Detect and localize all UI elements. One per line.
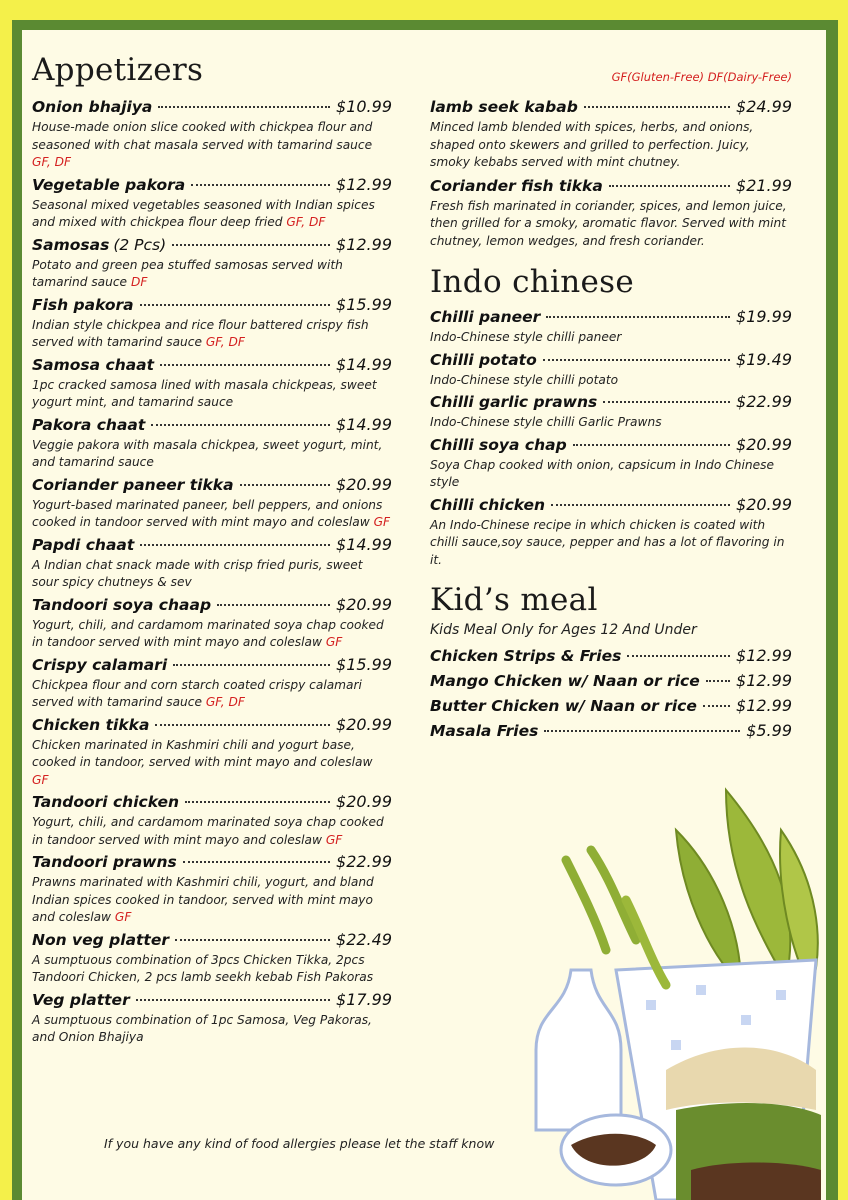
menu-item-header	[430, 671, 792, 691]
menu-item-header	[430, 97, 792, 117]
ice-cube	[741, 1015, 751, 1025]
menu-item	[430, 671, 792, 691]
item-price: $20.99	[736, 494, 792, 514]
item-name: Chicken Strips & Fries	[430, 647, 622, 665]
item-name: Tandoori prawns	[32, 853, 177, 871]
menu-item	[430, 696, 792, 716]
menu-item	[32, 415, 392, 472]
menu-item	[32, 852, 392, 927]
menu-item-header	[430, 350, 792, 370]
menu-item	[32, 792, 392, 849]
item-name: Chilli garlic prawns	[430, 393, 598, 411]
item-description-text: Indo-Chinese style chilli paneer	[430, 330, 622, 344]
item-description-text: An Indo-Chinese recipe in which chicken is coated with chilli sauce,soy sauce, pepper and has a lot of flavoring in it.	[430, 517, 785, 567]
item-description	[430, 517, 792, 570]
menu-item	[32, 175, 392, 232]
menu-item-header	[32, 97, 392, 117]
item-name: Samosa chaat	[32, 355, 155, 374]
item-name: Coriander fish tikka	[430, 176, 603, 195]
item-name: Coriander paneer tikka	[32, 475, 234, 494]
menu-item	[430, 646, 792, 666]
item-description-text: Indian style chickpea and rice flour battered crispy fish served with tamarind sauce	[32, 317, 369, 349]
item-name: Tandoori soya chaap	[32, 595, 212, 614]
menu-item-header	[32, 595, 392, 615]
item-price: $22.99	[736, 392, 792, 411]
item-description	[32, 737, 392, 790]
kids-meal-section	[430, 622, 792, 746]
menu-item	[32, 295, 392, 352]
dot-leader	[609, 185, 730, 187]
kids-meal-list	[430, 646, 792, 741]
item-price: $12.99	[736, 696, 792, 715]
item-price: $21.99	[736, 175, 792, 195]
dot-leader	[703, 705, 730, 707]
menu-item	[32, 97, 392, 172]
menu-item-header	[430, 435, 792, 455]
dot-leader	[573, 444, 730, 446]
menu-item-header	[32, 715, 392, 735]
item-price: $15.99	[336, 294, 392, 314]
item-description	[430, 457, 792, 492]
item-description	[32, 557, 392, 592]
menu-item-header	[32, 415, 392, 435]
dot-leader	[183, 861, 330, 863]
dot-leader	[543, 359, 730, 361]
leaf-shape	[676, 830, 741, 985]
dietary-tags: GF	[325, 832, 343, 847]
item-description-text: A Indian chat snack made with crisp fried puris, sweet sour spicy chutneys & sev	[32, 557, 363, 589]
item-description	[32, 617, 392, 652]
menu-item	[32, 655, 392, 712]
menu-item	[32, 235, 392, 292]
dot-leader	[140, 304, 330, 306]
menu-item-header	[430, 307, 792, 327]
item-name: Papdi chaat	[32, 535, 135, 554]
dot-leader	[140, 544, 330, 546]
item-name: Chilli chicken	[430, 495, 546, 514]
appetizers-list	[32, 97, 392, 1050]
menu-item-header	[32, 852, 392, 872]
dot-leader	[155, 724, 330, 726]
item-price: $24.99	[736, 97, 792, 116]
dot-leader	[191, 184, 330, 186]
indo-chinese-heading: Indo chinese	[430, 264, 634, 300]
item-description-text: House-made onion slice cooked with chickpea flour and seasoned with chat masala served with tamarind sauce	[32, 120, 373, 152]
item-price: $10.99	[336, 97, 392, 116]
dot-leader	[706, 680, 730, 682]
menu-item	[430, 176, 792, 251]
item-price: $22.49	[336, 929, 392, 949]
ice-cube	[696, 985, 706, 995]
item-price: $20.99	[736, 434, 792, 454]
dot-leader	[173, 664, 330, 666]
item-price: $20.99	[336, 792, 392, 811]
ice-cube	[671, 1040, 681, 1050]
item-description	[430, 329, 792, 347]
menu-item-header	[32, 990, 392, 1010]
item-description	[430, 198, 792, 251]
dietary-tags: GF	[373, 515, 391, 529]
item-description	[32, 1012, 392, 1047]
item-description-text: Fresh fish marinated in coriander, spices, and lemon juice, then grilled for a smoky, aromatic flavor. Served with mint chutney, lemon wedges, and fresh coriander.	[430, 198, 787, 248]
menu-item	[32, 715, 392, 790]
dot-leader	[151, 424, 330, 426]
item-name: Butter Chicken w/ Naan or rice	[430, 697, 697, 715]
menu-item-header	[32, 930, 392, 950]
menu-item-header	[32, 655, 392, 675]
dot-leader	[172, 244, 330, 246]
kids-meal-heading: Kid’s meal	[430, 582, 598, 618]
item-price: $14.99	[336, 534, 392, 554]
item-price: $19.49	[736, 349, 792, 369]
menu-item-header	[32, 535, 392, 555]
menu-item-header	[32, 792, 392, 812]
item-description-text: Prawns marinated with Kashmiri chili, yogurt, and bland Indian spices cooked in tandoor, served with mint mayo and coleslaw	[32, 875, 374, 924]
item-name: Chilli soya chap	[430, 435, 567, 454]
bottle-shape	[536, 970, 621, 1130]
item-price: $20.99	[336, 714, 392, 734]
dietary-tags: GF, DF	[205, 695, 245, 709]
item-price: $20.99	[336, 474, 392, 494]
item-description	[32, 677, 392, 712]
dietary-tags: GF	[32, 772, 49, 787]
menu-item	[32, 475, 392, 532]
item-description	[430, 414, 792, 432]
menu-item-header	[32, 475, 392, 495]
appetizers-heading: Appetizers	[32, 52, 204, 88]
item-description-text: Minced lamb blended with spices, herbs, and onions, shaped onto skewers and grilled to perfection. Juicy, smoky kebabs served with mint chutney.	[430, 120, 754, 169]
kids-meal-subtitle: Kids Meal Only for Ages 12 And Under	[430, 622, 697, 638]
menu-item	[430, 435, 792, 492]
food-illustration	[526, 770, 826, 1200]
item-price: $20.99	[336, 594, 392, 614]
menu-item	[430, 495, 792, 570]
ice-cube	[776, 990, 786, 1000]
item-name: Fish pakora	[32, 295, 134, 314]
item-price: $12.99	[736, 646, 792, 665]
menu-item	[430, 97, 792, 172]
item-price: $19.99	[736, 307, 792, 326]
dietary-tags: GF, DF	[205, 335, 245, 349]
item-name: Onion bhajiya	[32, 98, 153, 116]
dietary-tags: GF, DF	[32, 155, 72, 169]
item-description	[430, 119, 792, 172]
menu-item	[32, 990, 392, 1047]
dietary-tags: GF	[325, 635, 343, 649]
dark-layer	[691, 1163, 821, 1200]
menu-item	[32, 355, 392, 412]
item-name: Pakora chaat	[32, 415, 146, 434]
menu-item-header	[32, 355, 392, 375]
dot-leader	[175, 939, 330, 941]
item-description-text: Chicken marinated in Kashmiri chili and yogurt base, cooked in tandoor, served with mint mayo and coleslaw	[32, 737, 373, 769]
menu-item-header	[430, 646, 792, 666]
menu-item	[430, 350, 792, 390]
menu-item-header	[430, 392, 792, 412]
dot-leader	[544, 730, 740, 732]
item-price: $12.99	[736, 671, 792, 690]
item-description	[32, 317, 392, 352]
item-description	[32, 497, 392, 532]
item-description-text: Potato and green pea stuffed samosas served with tamarind sauce	[32, 257, 343, 289]
item-price: $14.99	[336, 414, 392, 434]
item-description-text: Yogurt-based marinated paneer, bell peppers, and onions cooked in tandoor served with mint mayo and coleslaw	[32, 497, 383, 529]
item-name: lamb seek kabab	[430, 98, 578, 116]
item-name: Samosas	[32, 235, 110, 254]
item-description-text: Veggie pakora with masala chickpea, sweet yogurt, mint, and tamarind sauce	[32, 437, 383, 469]
dot-leader	[584, 106, 730, 108]
item-description	[32, 257, 392, 292]
dot-leader	[185, 801, 330, 803]
item-price: $14.99	[336, 354, 392, 374]
dot-leader	[217, 604, 330, 606]
dot-leader	[551, 504, 730, 506]
item-name: Veg platter	[32, 990, 130, 1009]
item-description	[430, 372, 792, 390]
item-description	[32, 197, 392, 232]
item-name: Chicken tikka	[32, 715, 150, 734]
item-price: $12.99	[336, 174, 392, 194]
item-name: Masala Fries	[430, 722, 539, 740]
menu-item-header	[430, 176, 792, 196]
item-name: Tandoori chicken	[32, 793, 180, 811]
menu-item-header	[32, 295, 392, 315]
dot-leader	[627, 655, 730, 657]
dietary-tags: GF	[114, 910, 132, 924]
dot-leader	[603, 401, 730, 403]
menu-item	[430, 721, 792, 741]
item-quantity: (2 Pcs)	[113, 235, 167, 254]
menu-item	[32, 535, 392, 592]
item-description-text: 1pc cracked samosa lined with masala chickpeas, sweet yogurt mint, and tamarind sauce	[32, 377, 377, 409]
dot-leader	[160, 364, 330, 366]
item-name: Non veg platter	[32, 930, 170, 949]
menu-item	[430, 392, 792, 432]
appetizers-list-continued	[430, 97, 792, 254]
item-description-text: Yogurt, chili, and cardamom marinated soya chap cooked in tandoor served with mint mayo and coleslaw	[32, 617, 384, 649]
item-price: $15.99	[336, 654, 392, 674]
dietary-tags: GF, DF	[286, 215, 326, 229]
item-description-text: Indo-Chinese style chilli Garlic Prawns	[430, 415, 662, 429]
dietary-legend: GF(Gluten-Free) DF(Dairy-Free)	[611, 70, 792, 84]
dot-leader	[546, 316, 730, 318]
allergy-note: If you have any kind of food allergies please let the staff know	[104, 1136, 495, 1151]
ice-cube	[646, 1000, 656, 1010]
item-description-text: Seasonal mixed vegetables seasoned with Indian spices and mixed with chickpea flour deep fried	[32, 197, 375, 229]
item-description	[32, 119, 392, 172]
item-description-text: Yogurt, chili, and cardamom marinated soya chap cooked in tandoor served with mint mayo and coleslaw	[32, 815, 384, 847]
dot-leader	[136, 999, 330, 1001]
item-name: Chilli potato	[430, 350, 537, 369]
item-description-text: Chickpea flour and corn starch coated crispy calamari served with tamarind sauce	[32, 677, 362, 709]
item-name: Mango Chicken w/ Naan or rice	[430, 672, 700, 690]
item-name: Chilli paneer	[430, 308, 541, 326]
item-description-text: Indo-Chinese style chilli potato	[430, 372, 619, 387]
menu-item	[430, 307, 792, 347]
menu-item	[32, 595, 392, 652]
item-price: $12.99	[336, 234, 392, 254]
item-description	[32, 952, 392, 987]
menu-page	[22, 30, 826, 1200]
menu-item	[32, 930, 392, 987]
item-description	[32, 814, 392, 849]
dot-leader	[158, 106, 330, 108]
menu-item-header	[430, 696, 792, 716]
item-price: $5.99	[746, 721, 792, 740]
menu-item-header	[32, 235, 392, 255]
item-description-text: A sumptuous combination of 3pcs Chicken Tikka, 2pcs Tandoori Chicken, 2 pcs lamb seekh kebab Fish Pakoras	[32, 952, 374, 984]
item-description-text: Soya Chap cooked with onion, capsicum in Indo Chinese style	[430, 457, 774, 489]
item-description	[32, 874, 392, 927]
item-name: Vegetable pakora	[32, 175, 186, 194]
item-description	[32, 437, 392, 472]
dot-leader	[240, 484, 330, 486]
menu-item-header	[430, 721, 792, 741]
menu-item-header	[32, 175, 392, 195]
item-name: Crispy calamari	[32, 655, 168, 674]
item-description	[32, 377, 392, 412]
item-price: $22.99	[336, 852, 392, 871]
menu-item-header	[430, 495, 792, 515]
indo-chinese-list	[430, 307, 792, 572]
dietary-tags: DF	[130, 275, 148, 289]
item-price: $17.99	[336, 989, 392, 1009]
item-description-text: A sumptuous combination of 1pc Samosa, Veg Pakoras, and Onion Bhajiya	[32, 1012, 372, 1044]
